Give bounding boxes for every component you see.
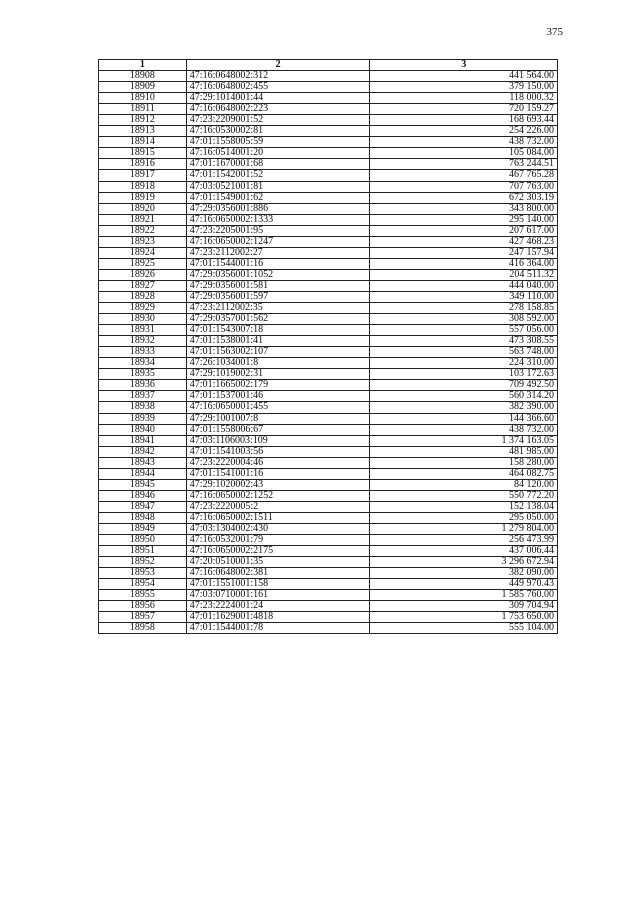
value-cell: 309 704.94: [370, 601, 558, 612]
row-number-cell: 18947: [99, 501, 187, 512]
row-number-cell: 18912: [99, 115, 187, 126]
cadastral-number-cell: 47:16:0648002:455: [186, 82, 370, 93]
value-cell: 427 468.23: [370, 236, 558, 247]
cadastral-number-cell: 47:23:2112002:35: [186, 303, 370, 314]
cadastral-number-cell: 47:03:0521001:81: [186, 181, 370, 192]
table-row: [99, 601, 558, 612]
table-row: [99, 236, 558, 247]
cadastral-number-cell: 47:16:0650002:1252: [186, 490, 370, 501]
cadastral-number-cell: 47:29:1014001:44: [186, 93, 370, 104]
cadastral-number-cell: 47:23:2205001:95: [186, 225, 370, 236]
row-number-cell: 18910: [99, 93, 187, 104]
cadastral-number-cell: 47:20:0510001:35: [186, 557, 370, 568]
cadastral-number-cell: 47:16:0514001:20: [186, 148, 370, 159]
cadastral-number-cell: 47:03:1304002:430: [186, 523, 370, 534]
value-cell: 557 056.00: [370, 325, 558, 336]
table-row: [99, 148, 558, 159]
table-row: [99, 170, 558, 181]
row-number-cell: 18926: [99, 269, 187, 280]
cadastral-number-cell: 47:01:1543007:18: [186, 325, 370, 336]
table-row: [99, 546, 558, 557]
row-number-cell: 18945: [99, 479, 187, 490]
row-number-cell: 18952: [99, 557, 187, 568]
table-row: [99, 590, 558, 601]
value-cell: 308 592.00: [370, 314, 558, 325]
cadastral-number-cell: 47:29:1001007:8: [186, 413, 370, 424]
value-cell: 1 753 650.00: [370, 612, 558, 623]
cadastral-number-cell: 47:16:0530002:81: [186, 126, 370, 137]
value-cell: 247 157.94: [370, 247, 558, 258]
cadastral-number-cell: 47:23:2220004:46: [186, 457, 370, 468]
table-row: [99, 303, 558, 314]
value-cell: 464 082.75: [370, 468, 558, 479]
row-number-cell: 18908: [99, 71, 187, 82]
row-number-cell: 18927: [99, 280, 187, 291]
table-row: [99, 71, 558, 82]
row-number-cell: 18948: [99, 512, 187, 523]
row-number-cell: 18925: [99, 258, 187, 269]
row-number-cell: 18919: [99, 192, 187, 203]
table-row: [99, 512, 558, 523]
cadastral-number-cell: 47:01:1665002:179: [186, 380, 370, 391]
row-number-cell: 18911: [99, 104, 187, 115]
cadastral-number-cell: 47:01:1629001:4818: [186, 612, 370, 623]
value-cell: 382 390.00: [370, 402, 558, 413]
row-number-cell: 18953: [99, 568, 187, 579]
value-cell: 560 314.20: [370, 391, 558, 402]
table-row: [99, 446, 558, 457]
row-number-cell: 18929: [99, 303, 187, 314]
table-row: [99, 490, 558, 501]
row-number-cell: 18942: [99, 446, 187, 457]
row-number-cell: 18920: [99, 203, 187, 214]
row-number-cell: 18955: [99, 590, 187, 601]
table-row: [99, 325, 558, 336]
value-cell: 204 511.32: [370, 269, 558, 280]
cadastral-number-cell: 47:16:0648002:223: [186, 104, 370, 115]
cadastral-number-cell: 47:26:1034001:8: [186, 358, 370, 369]
cadastral-number-cell: 47:16:0650002:1247: [186, 236, 370, 247]
table-row: [99, 468, 558, 479]
row-number-cell: 18950: [99, 535, 187, 546]
value-cell: 438 732.00: [370, 424, 558, 435]
value-cell: 437 006.44: [370, 546, 558, 557]
value-cell: 481 985.00: [370, 446, 558, 457]
cadastral-number-cell: 47:16:0650002:2175: [186, 546, 370, 557]
cadastral-number-cell: 47:29:0356001:1052: [186, 269, 370, 280]
value-cell: 1 585 760.00: [370, 590, 558, 601]
table-row: [99, 435, 558, 446]
table-row: [99, 457, 558, 468]
cadastral-number-cell: 47:16:0650002:1333: [186, 214, 370, 225]
table-row: [99, 380, 558, 391]
table-row: [99, 568, 558, 579]
table-row: [99, 82, 558, 93]
value-cell: 441 564.00: [370, 71, 558, 82]
cadastral-number-cell: 47:01:1670001:68: [186, 159, 370, 170]
value-cell: 438 732.00: [370, 137, 558, 148]
value-cell: 158 280.00: [370, 457, 558, 468]
table-row: [99, 336, 558, 347]
value-cell: 555 104.00: [370, 623, 558, 634]
cadastral-number-cell: 47:01:1549001:62: [186, 192, 370, 203]
table-row: [99, 137, 558, 148]
row-number-cell: 18914: [99, 137, 187, 148]
column-header-3: 3: [370, 60, 558, 71]
table-row: [99, 535, 558, 546]
row-number-cell: 18943: [99, 457, 187, 468]
row-number-cell: 18958: [99, 623, 187, 634]
table-row: [99, 501, 558, 512]
row-number-cell: 18934: [99, 358, 187, 369]
cadastral-number-cell: 47:23:2220005:2: [186, 501, 370, 512]
table-row: [99, 557, 558, 568]
table-row: [99, 225, 558, 236]
table-row: [99, 612, 558, 623]
value-cell: 118 000.32: [370, 93, 558, 104]
row-number-cell: 18941: [99, 435, 187, 446]
table-row: [99, 369, 558, 380]
value-cell: 672 303.19: [370, 192, 558, 203]
value-cell: 720 159.27: [370, 104, 558, 115]
value-cell: 152 138.04: [370, 501, 558, 512]
row-number-cell: 18931: [99, 325, 187, 336]
table-row: [99, 203, 558, 214]
cadastral-number-cell: 47:23:2224001:24: [186, 601, 370, 612]
cadastral-number-cell: 47:01:1537001:46: [186, 391, 370, 402]
cadastral-number-cell: 47:29:1020002:43: [186, 479, 370, 490]
row-number-cell: 18930: [99, 314, 187, 325]
row-number-cell: 18935: [99, 369, 187, 380]
value-cell: 1 374 163.05: [370, 435, 558, 446]
cadastral-number-cell: 47:01:1558005:59: [186, 137, 370, 148]
row-number-cell: 18939: [99, 413, 187, 424]
page-number: 375: [546, 26, 563, 38]
value-cell: 563 748.00: [370, 347, 558, 358]
row-number-cell: 18923: [99, 236, 187, 247]
table-row: [99, 104, 558, 115]
table-row: [99, 358, 558, 369]
value-cell: 105 084.00: [370, 148, 558, 159]
value-cell: 550 772.20: [370, 490, 558, 501]
value-cell: 449 970.43: [370, 579, 558, 590]
table-row: [99, 523, 558, 534]
column-header-1: 1: [99, 60, 187, 71]
value-cell: 343 800.00: [370, 203, 558, 214]
cadastral-number-cell: 47:01:1542001:52: [186, 170, 370, 181]
value-cell: 278 158.85: [370, 303, 558, 314]
cadastral-number-cell: 47:01:1541003:56: [186, 446, 370, 457]
value-cell: 295 140.00: [370, 214, 558, 225]
row-number-cell: 18928: [99, 291, 187, 302]
row-number-cell: 18913: [99, 126, 187, 137]
cadastral-number-cell: 47:29:0356001:886: [186, 203, 370, 214]
cadastral-number-cell: 47:29:1019002:31: [186, 369, 370, 380]
row-number-cell: 18946: [99, 490, 187, 501]
value-cell: 379 150.00: [370, 82, 558, 93]
table-row: [99, 269, 558, 280]
row-number-cell: 18921: [99, 214, 187, 225]
row-number-cell: 18933: [99, 347, 187, 358]
value-cell: 763 244.51: [370, 159, 558, 170]
row-number-cell: 18937: [99, 391, 187, 402]
row-number-cell: 18936: [99, 380, 187, 391]
column-header-2: 2: [186, 60, 370, 71]
cadastral-number-cell: 47:01:1558006:67: [186, 424, 370, 435]
row-number-cell: 18956: [99, 601, 187, 612]
table-row: [99, 247, 558, 258]
value-cell: 224 310.00: [370, 358, 558, 369]
value-cell: 707 763.00: [370, 181, 558, 192]
value-cell: 416 364.00: [370, 258, 558, 269]
cadastral-number-cell: 47:01:1551001:158: [186, 579, 370, 590]
cadastral-number-cell: 47:03:1106003:109: [186, 435, 370, 446]
value-cell: 168 693.44: [370, 115, 558, 126]
header-row: [99, 60, 558, 71]
table-row: [99, 159, 558, 170]
value-cell: 254 226.00: [370, 126, 558, 137]
value-cell: 467 765.28: [370, 170, 558, 181]
table-row: [99, 126, 558, 137]
cadastral-number-cell: 47:16:0650002:1511: [186, 512, 370, 523]
cadastral-number-cell: 47:01:1538001:41: [186, 336, 370, 347]
table-row: [99, 479, 558, 490]
cadastral-number-cell: 47:01:1544001:16: [186, 258, 370, 269]
cadastral-number-cell: 47:01:1541001:16: [186, 468, 370, 479]
table-row: [99, 623, 558, 634]
cadastral-number-cell: 47:23:2112002:27: [186, 247, 370, 258]
cadastral-number-cell: 47:16:0648002:381: [186, 568, 370, 579]
cadastral-number-cell: 47:16:0648002:312: [186, 71, 370, 82]
table-row: [99, 413, 558, 424]
row-number-cell: 18951: [99, 546, 187, 557]
row-number-cell: 18957: [99, 612, 187, 623]
table-row: [99, 214, 558, 225]
table-row: [99, 314, 558, 325]
cadastral-number-cell: 47:29:0356001:597: [186, 291, 370, 302]
cadastral-number-cell: 47:01:1563002:107: [186, 347, 370, 358]
value-cell: 103 172.63: [370, 369, 558, 380]
row-number-cell: 18949: [99, 523, 187, 534]
value-cell: 207 617.00: [370, 225, 558, 236]
value-cell: 709 492.50: [370, 380, 558, 391]
row-number-cell: 18915: [99, 148, 187, 159]
row-number-cell: 18944: [99, 468, 187, 479]
table-row: [99, 391, 558, 402]
row-number-cell: 18917: [99, 170, 187, 181]
value-cell: 349 110.00: [370, 291, 558, 302]
cadastral-number-cell: 47:03:0710001:161: [186, 590, 370, 601]
table-row: [99, 115, 558, 126]
row-number-cell: 18940: [99, 424, 187, 435]
row-number-cell: 18922: [99, 225, 187, 236]
value-cell: 473 308.55: [370, 336, 558, 347]
table-row: [99, 347, 558, 358]
table-row: [99, 291, 558, 302]
cadastral-number-cell: 47:01:1544001:78: [186, 623, 370, 634]
value-cell: 1 279 804.00: [370, 523, 558, 534]
row-number-cell: 18909: [99, 82, 187, 93]
table-row: [99, 402, 558, 413]
table-row: [99, 280, 558, 291]
table-row: [99, 93, 558, 104]
value-cell: 444 040.00: [370, 280, 558, 291]
value-cell: 256 473.99: [370, 535, 558, 546]
table-row: [99, 192, 558, 203]
value-cell: 382 090.00: [370, 568, 558, 579]
row-number-cell: 18924: [99, 247, 187, 258]
value-cell: 84 120.00: [370, 479, 558, 490]
value-cell: 295 050.00: [370, 512, 558, 523]
cadastral-number-cell: 47:16:0532001:79: [186, 535, 370, 546]
cadastral-number-cell: 47:23:2209001:52: [186, 115, 370, 126]
value-cell: 144 366.60: [370, 413, 558, 424]
cadastral-number-cell: 47:16:0650001:455: [186, 402, 370, 413]
row-number-cell: 18916: [99, 159, 187, 170]
row-number-cell: 18918: [99, 181, 187, 192]
table-row: [99, 181, 558, 192]
table-row: [99, 424, 558, 435]
row-number-cell: 18954: [99, 579, 187, 590]
registry-table: [98, 59, 558, 634]
value-cell: 3 296 672.94: [370, 557, 558, 568]
row-number-cell: 18938: [99, 402, 187, 413]
table-row: [99, 258, 558, 269]
cadastral-number-cell: 47:29:0356001:581: [186, 280, 370, 291]
cadastral-number-cell: 47:29:0357001:562: [186, 314, 370, 325]
row-number-cell: 18932: [99, 336, 187, 347]
table-row: [99, 579, 558, 590]
